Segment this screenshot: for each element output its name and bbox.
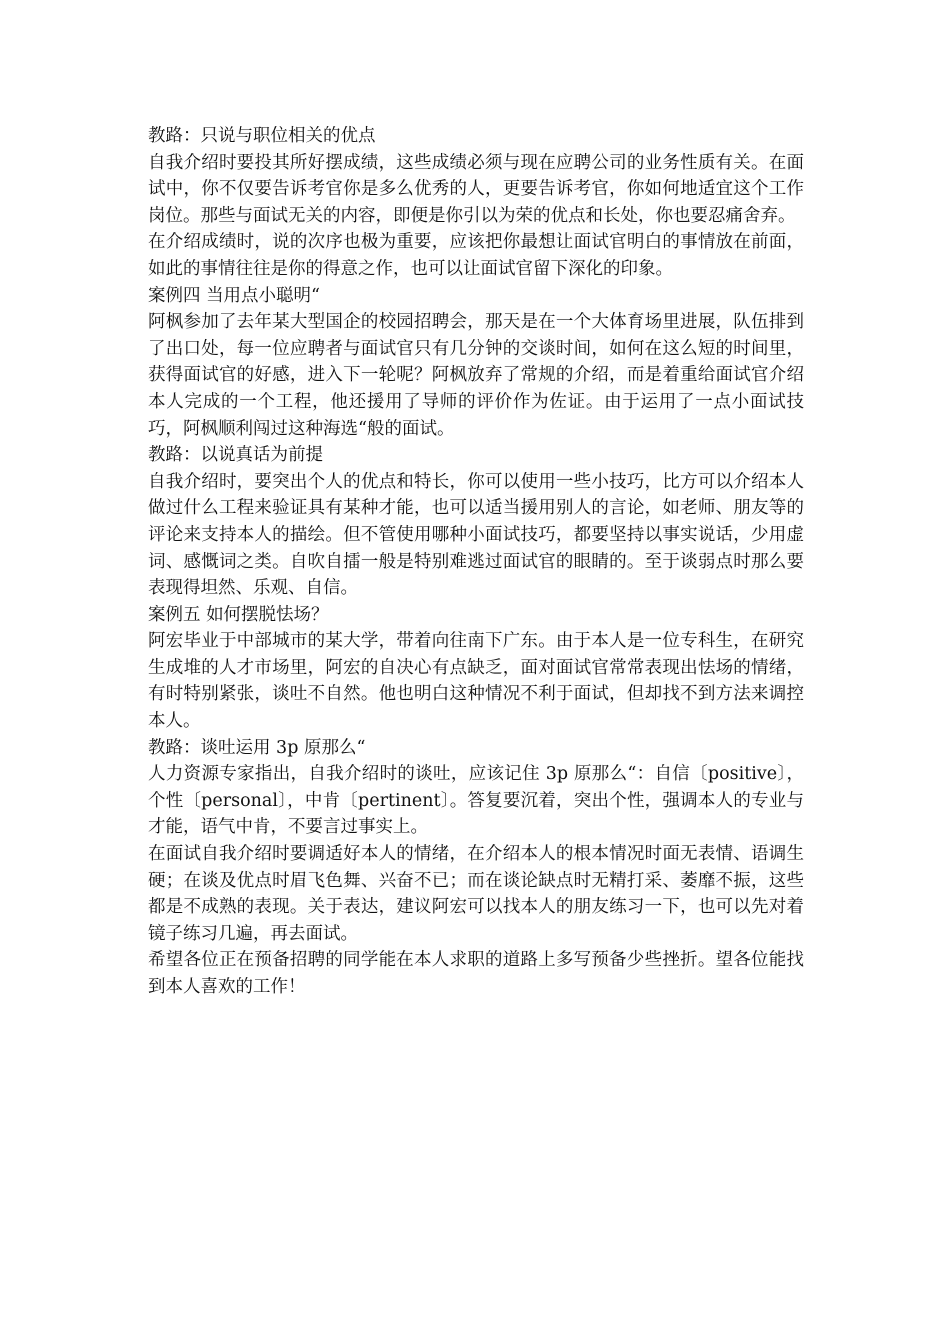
paragraph: 在面试自我介绍时要调适好本人的情绪，在介绍本人的根本情况时面无表情、语调生硬；在谈及优点时眉飞色舞、兴奋不已；而在谈论缺点时无精打采、萎靡不振，这些都是不成熟的表现。关于表达，建议阿宏可以找本人的朋友练习一下，也可以先对着镜子练习几遍，再去面试。 [148, 844, 804, 944]
document-body [148, 123, 804, 1001]
heading-case-four: 案例四 当用点小聪明“ [148, 285, 321, 306]
paragraph: 人力资源专家指出，自我介绍时的谈吐，应该记住 3p 原那么“：自信〔positive〕，个性〔personal〕，中肯〔pertinent〕。答复要沉着，突出个性，强调本人的专业与才能，语气中肯，不要言过事实上。 [148, 764, 804, 838]
heading-case-five: 案例五 如何摆脱怯场？ [148, 604, 329, 625]
paragraph: 阿宏毕业于中部城市的某大学，带着向往南下广东。由于本人是一位专科生，在研究生成堆的人才市场里，阿宏的自决心有点缺乏，面对面试官常常表现出怯场的情绪，有时特别紧张，谈吐不自然。他也明白这种情况不利于面试，但却找不到方法来调控本人。 [148, 631, 804, 732]
heading-tip-relevant-strengths: 教路：只说与职位相关的优点 [148, 126, 376, 146]
heading-tip-truth: 教路：以说真话为前提 [148, 445, 323, 466]
paragraph: 自我介绍时要投其所好摆成绩，这些成绩必须与现在应聘公司的业务性质有关。在面试中，你不仅要告诉考官你是多么优秀的人，更要告诉考官，你如何地适宜这个工作岗位。那些与面试无关的内容，即便是你引以为荣的优点和长处，你也要忍痛舍弃。 [148, 152, 804, 226]
paragraph: 自我介绍时，要突出个人的优点和特长，你可以使用一些小技巧，比方可以介绍本人做过什么工程来验证具有某种才能，也可以适当援用别人的言论，如老师、朋友等的评论来支持本人的描绘。但不管使用哪种小面试技巧，都要坚持以事实说话，少用虚词、感慨词之类。自吹自擂一般是特别难逃过面试官的眼睛的。至于谈弱点时那么要表现得坦然、乐观、自信。 [148, 471, 804, 599]
paragraph: 阿枫参加了去年某大型国企的校园招聘会，那天是在一个大体育场里进展，队伍排到了出口处，每一位应聘者与面试官只有几分钟的交谈时间，如何在这么短的时间里，获得面试官的好感，进入下一轮呢？阿枫放弃了常规的介绍，而是着重给面试官介绍本人完成的一个工程，他还援用了导师的评价作为佐证。由于运用了一点小面试技巧，阿枫顺利闯过这种海选“般的面试。 [148, 312, 804, 439]
paragraph: 在介绍成绩时，说的次序也极为重要，应该把你最想让面试官明白的事情放在前面，如此的事情往往是你的得意之作，也可以让面试官留下深化的印象。 [148, 232, 804, 279]
closing-paragraph: 希望各位正在预备招聘的同学能在本人求职的道路上多写预备少些挫折。望各位能找到本人喜欢的工作！ [148, 950, 804, 997]
heading-tip-3p: 教路：谈吐运用 3p 原那么“ [148, 737, 366, 758]
